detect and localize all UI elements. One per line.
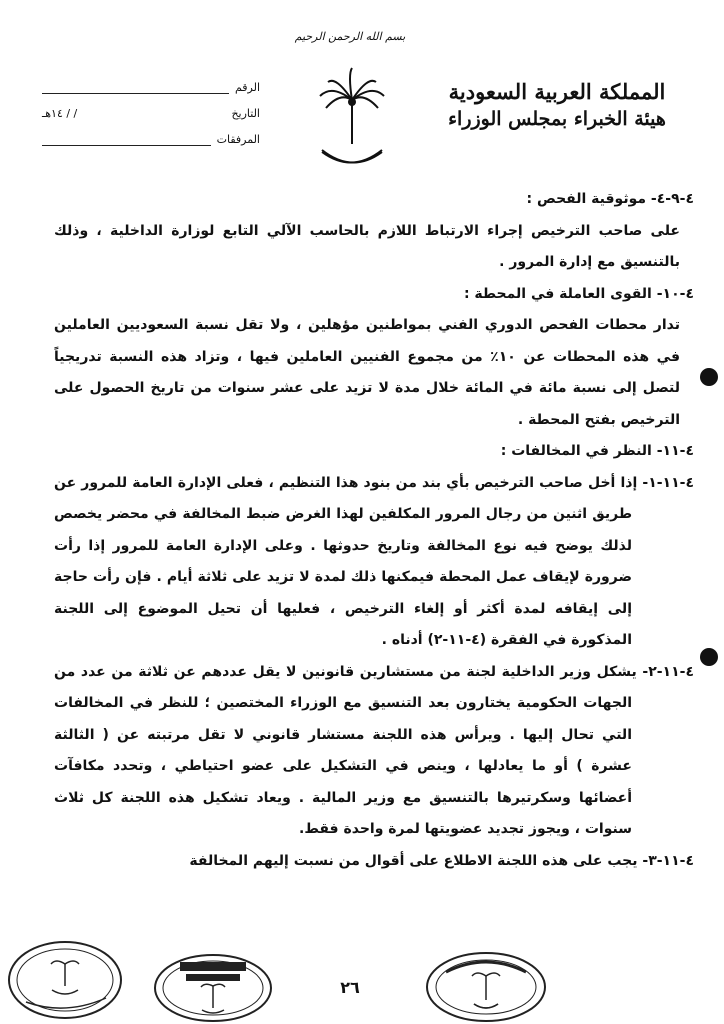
kingdom-seal-stamp (424, 950, 548, 1024)
section-4-9-4-heading: ٤-٩-٤- موثوقية الفحص : (526, 191, 694, 207)
section-4-11-heading: ٤-١١- النظر في المخالفات : (500, 443, 694, 459)
attachments-line (42, 133, 211, 146)
section-4-11-1-text: ٤-١١-١- إذا أخل صاحب الترخيص بأي بند من بنود هذا التنظيم ، فعلى الإدارة العامة للمرور عن طريق اثنين من رجال المرور المكلفين لهذا الغرض ضبط المخالفة في محضر يخصص لذلك يوضح فيه نوع المخالفة وتاريخ حدوثها . وعلى الإدارة العامة للمرور إذا رأت ضرورة لإيقاف عمل المحطة فيمكنها ذلك لمدة لا تزيد على ثلاثة أيام . فإن رأت حاجة إلى إيقافه لمدة أكثر أو إلغاء الترخيص ، فعليها أن تحيل الموضوع إلى اللجنة المذكورة في الفقرة (٤-١١-٢) أدناه . (54, 474, 694, 648)
section-4-11-3-text: ٤-١١-٣- يجب على هذه اللجنة الاطلاع على أقوال من نسبت إليهم المخالفة (189, 852, 694, 869)
true-copy-stamp (152, 952, 274, 1024)
palm-swords-emblem-icon (312, 62, 392, 172)
attachments-label: المرفقات (216, 133, 260, 146)
ref-label: الرقم (234, 81, 260, 94)
section-4-11-2-text: ٤-١١-٢- يشكل وزير الداخلية لجنة من مستشارين قانونين لا يقل عددهم عن ثلاثة من عدد من الجهات الحكومية يختارون بعد التنسيق مع الوزراء المختصين ؛ للنظر في المخالفات التي تحال إليها . ويرأس هذه اللجنة مستشار قانوني لا تقل مرتبته عن ( الثالثة عشرة ) أو ما يعادلها ، وينص في التشكيل على عضو احتياطي ، وتحدد مكافآت أعضائها وسكرتيرها بالتنسيق مع وزير المالية . ويعاد تشكيل هذه اللجنة كل ثلاث سنوات ، ويجوز تجديد عضويتها لمرة واحدة فقط. (54, 663, 694, 837)
document-body (54, 184, 694, 877)
section-4-10-heading: ٤-١٠- القوى العاملة في المحطة : (463, 285, 694, 302)
reference-fields (42, 68, 260, 146)
section-4-10-text: تدار محطات الفحص الدوري الفني بمواطنين مؤهلين ، ولا تقل نسبة السعوديين العاملين في هذه المحطات عن ١٠٪ من مجموع الفنيين العاملين فيها ، وتزاد هذه النسبة تدريجياً لتصل إلى نسبة مائة في المائة خلال مدة لا تزيد على عشر سنوات من تاريخ الحصول على الترخيص بفتح المحطة . (54, 317, 680, 428)
ref-line (42, 81, 229, 94)
kingdom-name: المملكة العربية السعودية (448, 79, 666, 104)
date-value: / / ١٤هـ (42, 107, 78, 120)
date-label: التاريخ (231, 107, 260, 120)
ref-row (42, 68, 260, 94)
date-row (42, 94, 260, 120)
punch-hole-icon (700, 648, 718, 666)
attachments-row (42, 120, 260, 146)
punch-hole-icon (700, 368, 718, 386)
basmala-calligraphy: بسم الله الرحمن الرحيم (294, 30, 406, 43)
page-number: ٢٦ (340, 978, 360, 997)
section-4-9-4-text: على صاحب الترخيص إجراء الارتباط اللازم بالحاسب الآلي التابع لوزارة الداخلية ، وذلك بالتنسيق مع إدارة المرور . (54, 222, 680, 270)
council-name: هيئة الخبراء بمجلس الوزراء (448, 108, 666, 130)
letterhead-organization (432, 78, 682, 132)
council-secretariat-stamp (6, 938, 124, 1022)
